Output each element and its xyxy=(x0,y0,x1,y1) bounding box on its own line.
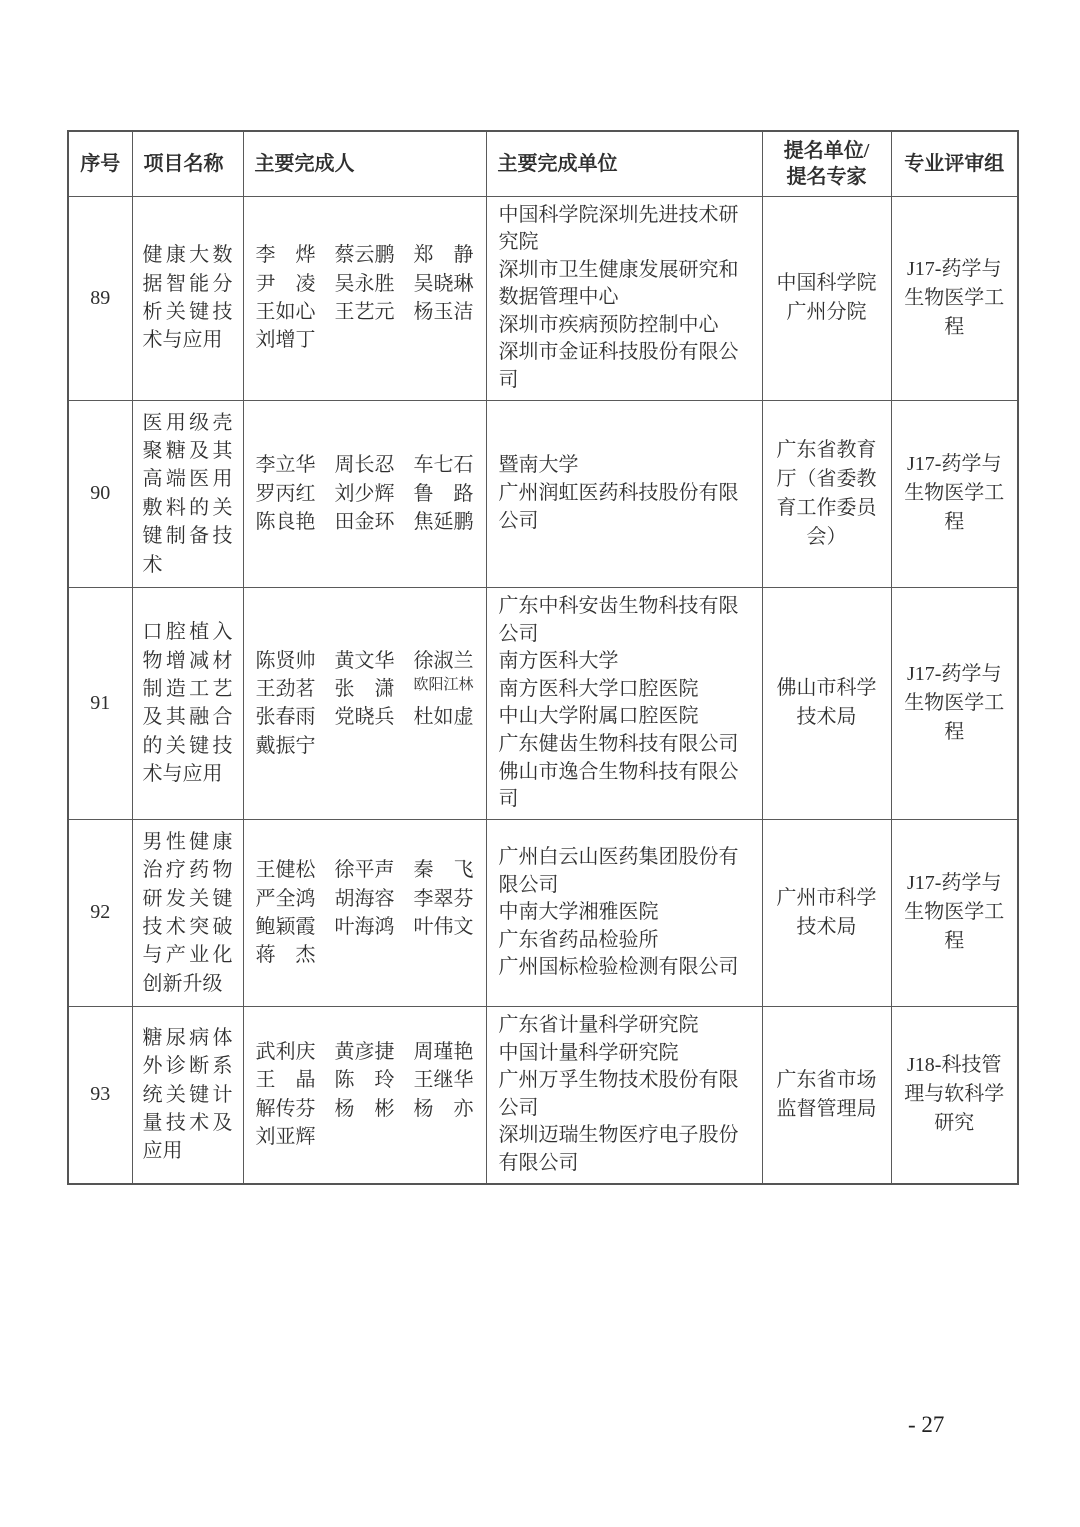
review-group-name: J18-科技管理与软科学研究 xyxy=(904,1054,1005,1135)
contributors-cell xyxy=(243,400,486,587)
nominator-name: 中国科学院广州分院 xyxy=(776,272,877,324)
table-row xyxy=(68,819,1018,1006)
unit-name: 深圳市卫生健康发展研究和数据管理中心 xyxy=(498,258,739,309)
header-index: 序号 xyxy=(68,131,132,196)
project-name-cell xyxy=(132,1007,243,1184)
unit-name: 深圳市金证科技股份有限公司 xyxy=(498,341,739,392)
contributor-name: 蒋杰 xyxy=(255,944,316,967)
contributor-name: 黄文华 xyxy=(334,649,395,672)
units-cell xyxy=(486,196,762,400)
review-group-cell xyxy=(891,819,1018,1006)
projects-table xyxy=(67,130,1019,1185)
review-group-name: J17-药学与生物医学工程 xyxy=(904,662,1005,743)
header-nominator-line2: 提名专家 xyxy=(786,165,867,188)
nominator-name: 广东省市场监督管理局 xyxy=(776,1068,877,1120)
contributor-name: 陈玲 xyxy=(334,1069,395,1092)
contributors-cell xyxy=(243,588,486,820)
row-index-cell: 93 xyxy=(68,1007,132,1184)
contributor-name: 张潇 xyxy=(334,677,395,700)
unit-name: 广东省药品检验所 xyxy=(498,928,659,951)
contributor-name: 田金环 xyxy=(334,511,395,534)
table-row xyxy=(68,196,1018,400)
project-name: 糖尿病体外诊断系统关键计量技术及应用 xyxy=(142,1026,233,1163)
contributor-name: 周瑾艳 xyxy=(413,1041,474,1064)
project-name: 口腔植入物增减材制造工艺及其融合的关键技术与应用 xyxy=(142,621,233,786)
unit-name: 中国科学院深圳先进技术研究院 xyxy=(498,203,739,254)
contributor-name: 杨彬 xyxy=(334,1097,395,1120)
contributor-name: 李翠芬 xyxy=(413,887,474,910)
contributor-name: 郑静 xyxy=(413,244,474,267)
project-name-cell xyxy=(132,588,243,820)
review-group-name: J17-药学与生物医学工程 xyxy=(904,453,1005,534)
contributors-grid xyxy=(256,647,474,761)
project-name: 男性健康治疗药物研发关键技术突破与产业化创新升级 xyxy=(142,830,233,995)
row-index-cell: 92 xyxy=(68,819,132,1006)
project-name: 健康大数据智能分析关键技术与应用 xyxy=(142,244,233,352)
contributor-name: 胡海容 xyxy=(334,887,395,910)
unit-name: 深圳市疾病预防控制中心 xyxy=(498,313,719,336)
header-units: 主要完成单位 xyxy=(486,131,762,196)
contributors-grid xyxy=(256,451,474,536)
units-cell xyxy=(486,819,762,1006)
contributor-name: 杨玉洁 xyxy=(413,301,474,324)
unit-name: 广州润虹医药科技股份有限公司 xyxy=(498,482,739,532)
contributor-name: 徐平声 xyxy=(334,859,395,882)
units-cell xyxy=(486,588,762,820)
header-contributors: 主要完成人 xyxy=(243,131,486,196)
contributor-name: 杜如虚 xyxy=(413,706,474,729)
project-name: 医用级壳聚糖及其高端医用敷料的关键制备技术 xyxy=(142,411,233,576)
table-header-row xyxy=(68,131,1018,196)
nominator-cell xyxy=(762,588,891,820)
contributor-name: 杨亦 xyxy=(413,1097,474,1120)
contributor-name: 李立华 xyxy=(255,454,316,477)
contributors-grid xyxy=(256,1038,474,1152)
header-review-group: 专业评审组 xyxy=(891,131,1018,196)
nominator-name: 广州市科学技术局 xyxy=(776,886,877,938)
header-project: 项目名称 xyxy=(132,131,243,196)
page-number: - 27 xyxy=(908,1412,945,1437)
unit-name: 广东省计量科学研究院 xyxy=(498,1014,699,1037)
row-index-cell: 90 xyxy=(68,400,132,587)
contributor-name: 蔡云鹏 xyxy=(334,244,395,267)
units-cell xyxy=(486,1007,762,1184)
contributor-name: 刘增丁 xyxy=(255,329,316,352)
nominator-name: 广东省教育厅（省委教育工作委员会） xyxy=(776,438,877,548)
contributor-name: 叶海鸿 xyxy=(334,915,395,938)
contributor-name: 鲍颖霞 xyxy=(255,915,316,938)
contributors-grid xyxy=(256,241,474,355)
contributor-name: 车七石 xyxy=(413,454,474,477)
unit-name: 广东中科安齿生物科技有限公司 xyxy=(498,595,739,645)
contributor-name: 吴永胜 xyxy=(334,272,395,295)
project-name-cell xyxy=(132,400,243,587)
contributor-name: 罗丙红 xyxy=(255,482,316,505)
contributor-name: 王劲茗 xyxy=(255,677,316,700)
contributor-name: 秦飞 xyxy=(413,859,474,882)
review-group-cell xyxy=(891,196,1018,400)
contributor-name: 周长忍 xyxy=(334,454,395,477)
unit-name: 广州万孚生物技术股份有限公司 xyxy=(498,1069,739,1119)
row-index-cell: 89 xyxy=(68,196,132,400)
unit-name: 广州国标检验检测有限公司 xyxy=(498,956,739,979)
unit-name: 南方医科大学 xyxy=(498,650,619,673)
contributor-name: 尹凌 xyxy=(255,272,316,295)
header-nominator-line1: 提名单位/ xyxy=(783,139,870,162)
header-nominator xyxy=(762,131,891,196)
nominator-cell xyxy=(762,196,891,400)
contributor-name: 鲁路 xyxy=(413,482,474,505)
contributor-name: 陈贤帅 xyxy=(255,649,316,672)
contributor-name: 陈良艳 xyxy=(255,511,316,534)
contributor-name: 王如心 xyxy=(255,301,316,324)
contributor-name: 徐淑兰 xyxy=(413,649,474,672)
contributor-name: 焦延鹏 xyxy=(413,511,474,534)
review-group-cell xyxy=(891,588,1018,820)
contributor-name: 叶伟文 xyxy=(413,915,474,938)
unit-name: 佛山市逸合生物科技有限公司 xyxy=(498,760,739,811)
nominator-cell xyxy=(762,400,891,587)
contributor-name: 张春雨 xyxy=(255,706,316,729)
nominator-cell xyxy=(762,1007,891,1184)
table-row xyxy=(68,588,1018,820)
contributor-name: 戴振宁 xyxy=(255,734,316,757)
unit-name: 中南大学湘雅医院 xyxy=(498,901,659,924)
contributor-name: 武利庆 xyxy=(255,1041,316,1064)
unit-name: 中国计量科学研究院 xyxy=(498,1041,679,1064)
unit-name: 广州白云山医药集团股份有限公司 xyxy=(498,845,739,896)
contributor-name: 党晓兵 xyxy=(334,706,395,729)
table-row xyxy=(68,400,1018,587)
project-name-cell xyxy=(132,196,243,400)
unit-name: 南方医科大学口腔医院 xyxy=(498,677,699,700)
contributor-name: 王艺元 xyxy=(334,301,395,324)
review-group-cell xyxy=(891,400,1018,587)
nominator-name: 佛山市科学技术局 xyxy=(776,677,877,729)
contributors-cell xyxy=(243,819,486,1006)
unit-name: 深圳迈瑞生物医疗电子股份有限公司 xyxy=(498,1124,739,1175)
nominator-cell xyxy=(762,819,891,1006)
unit-name: 广东健齿生物科技有限公司 xyxy=(498,732,739,755)
contributor-name: 解传芬 xyxy=(255,1097,316,1120)
contributor-name: 王健松 xyxy=(255,859,316,882)
contributor-name: 欧阳江林 xyxy=(413,676,474,693)
contributor-name: 黄彦捷 xyxy=(334,1041,395,1064)
contributor-name: 严全鸿 xyxy=(255,887,316,910)
contributors-cell xyxy=(243,1007,486,1184)
contributor-name: 刘亚辉 xyxy=(255,1126,316,1149)
contributors-grid xyxy=(256,856,474,970)
unit-name: 中山大学附属口腔医院 xyxy=(498,705,699,728)
review-group-name: J17-药学与生物医学工程 xyxy=(904,257,1005,338)
contributor-name: 吴晓琳 xyxy=(413,272,474,295)
units-cell xyxy=(486,400,762,587)
table-row xyxy=(68,1007,1018,1184)
contributor-name: 刘少辉 xyxy=(334,482,395,505)
unit-name: 暨南大学 xyxy=(498,454,579,477)
review-group-name: J17-药学与生物医学工程 xyxy=(904,872,1005,953)
project-name-cell xyxy=(132,819,243,1006)
contributor-name: 王晶 xyxy=(255,1069,316,1092)
contributor-name: 李烨 xyxy=(255,244,316,267)
row-index-cell: 91 xyxy=(68,588,132,820)
contributors-cell xyxy=(243,196,486,400)
review-group-cell xyxy=(891,1007,1018,1184)
table-body xyxy=(68,196,1018,1184)
contributor-name: 王继华 xyxy=(413,1069,474,1092)
